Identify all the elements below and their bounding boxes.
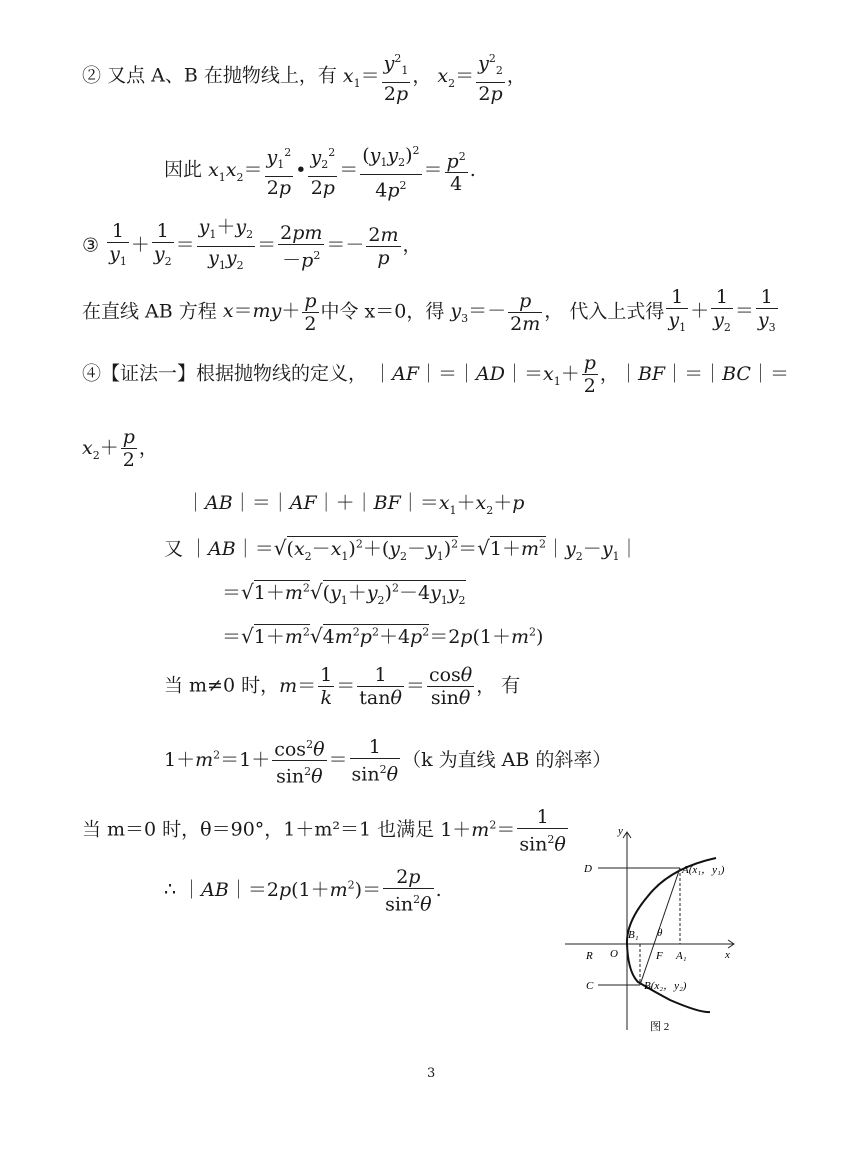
step3-text-b: 中令 x＝0，得: [320, 300, 445, 323]
step2-line2: [164, 140, 476, 201]
step4-line6: [222, 622, 543, 649]
parabola-figure: [560, 820, 760, 1050]
step4-when-m-zero: 当 m＝0 时，θ＝90°，1＋m²＝1 也满足: [82, 818, 435, 841]
formula-m-theta: m＝ $\frac{1}{k}$ ＝ $\frac{1}{\tan\theta}$ ＝ $\frac{\cos\theta}{\sin\theta}$ ，: [279, 664, 496, 709]
step4-line10: [164, 866, 442, 915]
formula-ab-sum: $|AB|=|AF|+|BF|=x_1+x_2+p$: [186, 492, 525, 517]
step4-line5: [222, 578, 466, 607]
step4-line1: [82, 352, 789, 397]
parabola-diagram: [560, 820, 760, 1045]
formula-reciprocal-y3: $\frac{1}{y_1}$ ＋ $\frac{1}{y_2}$ ＝ $\frac{1}{y_3}$: [668, 286, 776, 334]
label-y: y: [618, 825, 623, 837]
label-theta: θ: [657, 927, 663, 939]
step2-intro: 又点 A、B 在抛物线上，有: [107, 64, 337, 87]
figure-caption: 图 2: [650, 1021, 670, 1033]
formula-ab-step2: $=√1+m^2√(y_1+y_2)^2-4y_1y_2$: [222, 580, 466, 607]
label-x: x: [725, 949, 730, 961]
step4-line2: [82, 426, 158, 471]
step4-line8: [164, 734, 611, 788]
step2-therefore: 因此: [164, 158, 203, 181]
formula-af: $|AF|=|AD|=x_1+$ $\frac{p}{2}$ ，｜BF｜＝｜BC｜＝: [373, 352, 789, 397]
label-O: O: [610, 948, 618, 960]
formula-y3: $y_3=-$ $\frac{p}{2m}$ ，: [450, 289, 564, 335]
step4-k-note: （k 为直线 AB 的斜率）: [402, 748, 612, 771]
formula-x1x2: $x_1x_2=$ $\frac{y_1^2}{2p}$ • $\frac{y_2^2}{2p}$ ＝ $\frac{(y_1y_2)^2}{4p^2}$ ＝ $\frac{p^2}{4}$ .: [208, 159, 476, 181]
step3-line2: [82, 286, 780, 339]
formula-ab-step3: $=√1+m^2√4m^2p^2+4p^2=2p(1+m^2)$: [222, 624, 544, 648]
step4-have: 有: [501, 674, 521, 697]
step4-line3: [186, 488, 524, 517]
step3-text-c: 代入上式得: [569, 300, 665, 323]
label-A1: A₁: [676, 950, 687, 962]
formula-line-ab: x＝my＋ $\frac{p}{2}$: [222, 289, 317, 335]
formula-m-zero: $1+m^2=$ $\frac{1}{\sin^2\theta}$: [440, 806, 566, 856]
step4-marker: ④: [82, 362, 102, 385]
label-D: D: [584, 863, 592, 875]
step4-header: 【证法一】: [101, 362, 197, 385]
formula-ab-distance: $|AB|=√(x_2-x_1)^2+(y_2-y_1)^2=√1+m^2|y_2-y_1|$: [189, 536, 639, 563]
step4-line7: [164, 664, 520, 709]
formula-reciprocal-sum: $\frac{1}{y_1}$ ＋ $\frac{1}{y_2}$ ＝ $\frac{y_1+y_2}{y_1y_2}$ ＝ $\frac{2pm}{-p^2}$ ＝－ $\frac{2m}{p}$ ，: [109, 216, 422, 272]
step4-line9: [82, 806, 570, 855]
step4-when-m-nonzero: 当 m≠0 时，: [164, 674, 280, 697]
step4-line4: [164, 534, 639, 563]
formula-ab-final: $|AB|=2p(1+m^2)=$ $\frac{2p}{\sin^2\theta}$ .: [182, 866, 442, 916]
formula-bf: $x_2+$ $\frac{p}{2}$ ，: [82, 426, 158, 471]
step2-marker: ②: [82, 64, 102, 87]
step4-therefore-symbol: ∴: [164, 878, 177, 901]
label-F: F: [656, 950, 663, 962]
step3-marker: ③: [82, 234, 100, 257]
label-B1: B₁: [628, 929, 639, 941]
label-C: C: [586, 980, 594, 992]
label-A: A(x₁，y₁): [682, 864, 725, 876]
formula-1-plus-m2: $1+m^2=1+$ $\frac{\cos^2\theta}{\sin^2\theta}$ ＝ $\frac{1}{\sin^2\theta}$: [164, 749, 402, 771]
step3-text-a: 在直线 AB 方程: [82, 300, 217, 323]
step4-also: 又: [164, 538, 184, 560]
label-B: B(x₂，y₂): [644, 980, 687, 992]
label-R: R: [586, 950, 593, 962]
step2-line1: [82, 48, 526, 105]
page-number: 3: [427, 1066, 436, 1081]
step4-text-a: 根据抛物线的定义，: [196, 362, 368, 385]
formula-x1: $x_1=$ $\frac{y^2_1}{2p}$ ， $x_2=$ $\frac{y^2_2}{2p}$ ，: [343, 65, 526, 87]
step3-line1: [82, 216, 422, 277]
